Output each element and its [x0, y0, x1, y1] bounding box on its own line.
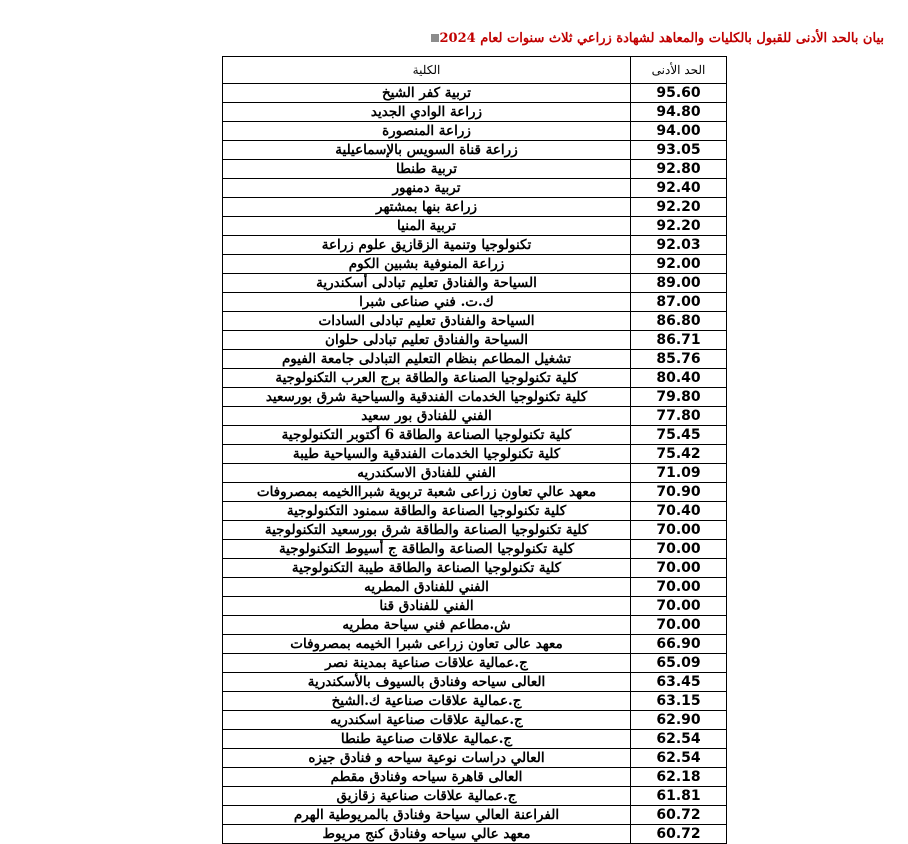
page-title-line: [423, 27, 884, 49]
table-row: [223, 407, 727, 426]
table-row: [223, 350, 727, 369]
college-name-cell: ج.عمالية علاقات صناعية زقازيق: [223, 787, 631, 806]
min-score-cell: 62.54: [631, 730, 727, 749]
table-row: [223, 141, 727, 160]
table-row: [223, 635, 727, 654]
min-score-cell: 92.40: [631, 179, 727, 198]
college-name-cell: كلية تكنولوجيا الصناعة والطاقة طيبة التكنولوجية: [223, 559, 631, 578]
table-row: [223, 236, 727, 255]
college-name-cell: السياحة والفنادق تعليم تبادلى السادات: [223, 312, 631, 331]
min-score-cell: 92.20: [631, 217, 727, 236]
table-row: [223, 293, 727, 312]
college-name-cell: معهد عالى تعاون زراعى شبرا الخيمه بمصروفات: [223, 635, 631, 654]
min-score-cell: 62.90: [631, 711, 727, 730]
min-score-cell: 93.05: [631, 141, 727, 160]
table-row: [223, 502, 727, 521]
college-name-cell: تربية دمنهور: [223, 179, 631, 198]
min-score-cell: 75.45: [631, 426, 727, 445]
college-name-cell: ج.عمالية علاقات صناعية طنطا: [223, 730, 631, 749]
min-score-cell: 65.09: [631, 654, 727, 673]
min-score-cell: 71.09: [631, 464, 727, 483]
min-score-cell: 77.80: [631, 407, 727, 426]
table-row: [223, 787, 727, 806]
min-score-cell: 70.40: [631, 502, 727, 521]
table-row: [223, 255, 727, 274]
table-row: [223, 711, 727, 730]
table-row: [223, 464, 727, 483]
min-score-cell: 79.80: [631, 388, 727, 407]
min-score-cell: 70.00: [631, 559, 727, 578]
min-score-cell: 80.40: [631, 369, 727, 388]
college-name-cell: الفراعنة العالي سياحة وفنادق بالمريوطية الهرم: [223, 806, 631, 825]
min-score-cell: 94.00: [631, 122, 727, 141]
min-score-cell: 63.15: [631, 692, 727, 711]
page-title: بيان بالحد الأدنى للقبول بالكليات والمعاهد لشهادة زراعي ثلاث سنوات لعام 2024: [439, 30, 884, 46]
table-row: [223, 692, 727, 711]
college-name-cell: تربية كفر الشيخ: [223, 84, 631, 103]
table-row: [223, 198, 727, 217]
min-score-cell: 87.00: [631, 293, 727, 312]
college-name-cell: كلية تكنولوجيا الصناعة والطاقة سمنود التكنولوجية: [223, 502, 631, 521]
table-row: [223, 768, 727, 787]
table-row: [223, 597, 727, 616]
college-name-cell: كلية تكنولوجيا الصناعة والطاقة ج أسيوط التكنولوجية: [223, 540, 631, 559]
min-score-cell: 86.71: [631, 331, 727, 350]
college-name-cell: السياحة والفنادق تعليم تبادلى حلوان: [223, 331, 631, 350]
table-row: [223, 540, 727, 559]
college-name-cell: زراعة المنصورة: [223, 122, 631, 141]
table-row: [223, 179, 727, 198]
min-score-cell: 60.72: [631, 825, 727, 844]
table-header-row: [223, 57, 727, 84]
college-name-cell: ج.عمالية علاقات صناعية ك.الشيخ: [223, 692, 631, 711]
table-row: [223, 806, 727, 825]
table-row: [223, 160, 727, 179]
table-row: [223, 122, 727, 141]
college-name-cell: تكنولوجيا وتنمية الزقازيق علوم زراعة: [223, 236, 631, 255]
min-score-cell: 85.76: [631, 350, 727, 369]
college-name-cell: كلية تكنولوجيا الصناعة والطاقة شرق بورسعيد التكنولوجية: [223, 521, 631, 540]
table-row: [223, 559, 727, 578]
table-row: [223, 673, 727, 692]
table-row: [223, 616, 727, 635]
college-name-cell: الفني للفنادق الاسكندريه: [223, 464, 631, 483]
table-row: [223, 426, 727, 445]
min-score-cell: 62.54: [631, 749, 727, 768]
min-score-cell: 70.00: [631, 521, 727, 540]
min-score-cell: 75.42: [631, 445, 727, 464]
min-score-cell: 66.90: [631, 635, 727, 654]
college-name-cell: تربية طنطا: [223, 160, 631, 179]
table-row: [223, 578, 727, 597]
college-name-cell: الفني للفنادق بور سعيد: [223, 407, 631, 426]
table-row: [223, 654, 727, 673]
table-row: [223, 84, 727, 103]
table-row: [223, 730, 727, 749]
college-name-cell: كلية تكنولوجيا الخدمات الفندقية والسياحية طيبة: [223, 445, 631, 464]
table-row: [223, 331, 727, 350]
min-score-cell: 89.00: [631, 274, 727, 293]
college-name-cell: ج.عمالية علاقات صناعية اسكندريه: [223, 711, 631, 730]
table-row: [223, 217, 727, 236]
college-name-cell: معهد عالي تعاون زراعى شعبة تربوية شبراالخيمه بمصروفات: [223, 483, 631, 502]
college-name-cell: الفني للفنادق المطريه: [223, 578, 631, 597]
college-name-cell: تشغيل المطاعم بنظام التعليم التبادلى جامعة الفيوم: [223, 350, 631, 369]
min-score-cell: 95.60: [631, 84, 727, 103]
min-score-cell: 94.80: [631, 103, 727, 122]
table-row: [223, 312, 727, 331]
table-row: [223, 274, 727, 293]
table-row: [223, 369, 727, 388]
min-score-cell: 92.03: [631, 236, 727, 255]
admission-table: [222, 56, 727, 844]
table-row: [223, 388, 727, 407]
min-score-cell: 70.00: [631, 597, 727, 616]
college-name-cell: الفني للفنادق قنا: [223, 597, 631, 616]
college-name-cell: كلية تكنولوجيا الخدمات الفندقية والسياحية شرق بورسعيد: [223, 388, 631, 407]
college-name-cell: زراعة بنها بمشتهر: [223, 198, 631, 217]
square-bullet-icon: [431, 34, 439, 42]
min-score-cell: 92.80: [631, 160, 727, 179]
table-row: [223, 483, 727, 502]
college-name-cell: السياحة والفنادق تعليم تبادلى أسكندرية: [223, 274, 631, 293]
min-score-cell: 61.81: [631, 787, 727, 806]
min-score-cell: 92.00: [631, 255, 727, 274]
table-row: [223, 521, 727, 540]
college-name-cell: ج.عمالية علاقات صناعية بمدينة نصر: [223, 654, 631, 673]
min-score-cell: 70.00: [631, 578, 727, 597]
header-college: الكلية: [223, 57, 631, 84]
college-name-cell: زراعة المنوفية بشبين الكوم: [223, 255, 631, 274]
min-score-cell: 86.80: [631, 312, 727, 331]
min-score-cell: 63.45: [631, 673, 727, 692]
college-name-cell: كلية تكنولوجيا الصناعة والطاقة برج العرب التكنولوجية: [223, 369, 631, 388]
college-name-cell: تربية المنيا: [223, 217, 631, 236]
table-row: [223, 103, 727, 122]
college-name-cell: زراعة الوادي الجديد: [223, 103, 631, 122]
min-score-cell: 70.90: [631, 483, 727, 502]
min-score-cell: 70.00: [631, 616, 727, 635]
college-name-cell: معهد عالي سياحه وفنادق كنج مريوط: [223, 825, 631, 844]
header-min-score: الحد الأدنى: [631, 57, 727, 84]
college-name-cell: كلية تكنولوجيا الصناعة والطاقة 6 أكتوبر التكنولوجية: [223, 426, 631, 445]
min-score-cell: 70.00: [631, 540, 727, 559]
table-row: [223, 445, 727, 464]
min-score-cell: 92.20: [631, 198, 727, 217]
college-name-cell: العالى قاهرة سياحه وفنادق مقطم: [223, 768, 631, 787]
min-score-cell: 60.72: [631, 806, 727, 825]
college-name-cell: العالى سياحه وفنادق بالسيوف بالأسكندرية: [223, 673, 631, 692]
table-row: [223, 749, 727, 768]
min-score-cell: 62.18: [631, 768, 727, 787]
college-name-cell: ك.ت. فني صناعى شبرا: [223, 293, 631, 312]
college-name-cell: ش.مطاعم فني سياحة مطريه: [223, 616, 631, 635]
college-name-cell: العالي دراسات نوعية سياحه و فنادق جيزه: [223, 749, 631, 768]
table-row: [223, 825, 727, 844]
college-name-cell: زراعة قناة السويس بالإسماعيلية: [223, 141, 631, 160]
